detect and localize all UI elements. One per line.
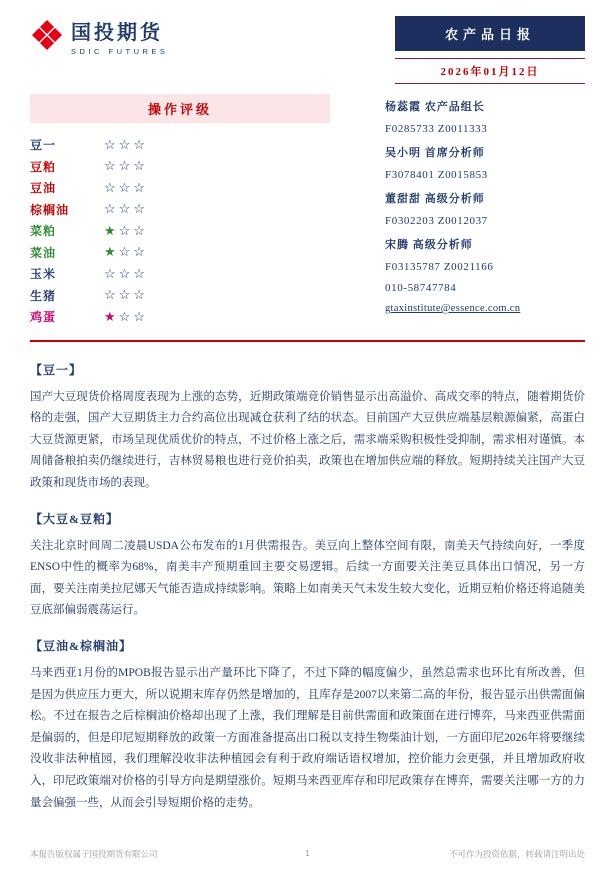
section-douyi xyxy=(30,361,585,495)
analyst-name: 吴小明 首席分析师 xyxy=(385,147,485,159)
star-rating-icon: ☆☆☆ xyxy=(104,158,148,174)
brand-subtitle: SDIC FUTURES xyxy=(71,47,169,56)
analyst-name: 杨蕊霞 农产品组长 xyxy=(385,101,485,113)
contact-phone: 010-58747784 xyxy=(385,282,457,294)
star-rating-icon: ☆☆☆ xyxy=(104,136,148,152)
star-rating-icon: ★☆☆ xyxy=(104,222,148,238)
analyst-id: F3078401 Z0015853 xyxy=(385,169,488,181)
ratings-panel xyxy=(30,94,330,328)
rating-row xyxy=(30,199,330,221)
section-text: 关注北京时间周二凌晨USDA公布发布的1月供需报告。美豆向上整体空间有限，南美天气持续向好，一季度ENSO中性的概率为68%，南美丰产预期重回主要交易逻辑。后续一方面要关注美豆具体出口情况，另一方面，要关注南美拉尼娜天气能否造成持续影响。策略上如南美天气未发生较大变化，近期豆粕价格还将追随美豆底部偏弱震荡运行。 xyxy=(30,539,585,617)
report-title: 农产品日报 xyxy=(395,16,585,51)
commodity-name: 生猪 xyxy=(30,288,57,303)
section-text: 国产大豆现货价格周度表现为上涨的态势，近期政策端竞价销售显示出高溢价、高成交率的特点，随着期货价格的走强，国产大豆期货主力合约高位出现减仓获利了结的状态。目前国产大豆供应端基层粮源偏紧，高蛋白大豆货源更紧，市场呈现优质优价的特点，不过价格上涨之后，需求端采购积极性受抑制，需求相对谨慎。本周储备粮拍卖仍继续进行，吉林贸易粮也进行竞价拍卖，政策也在增加供应端的释放。短期持续关注国产大豆政策和现货市场的表现。 xyxy=(30,390,585,489)
commodity-name: 豆粕 xyxy=(30,159,57,174)
analyst-id: F03135787 Z0021166 xyxy=(385,261,494,273)
brand-text xyxy=(71,16,168,56)
commodity-name: 玉米 xyxy=(30,267,57,282)
footer-disclaimer: 不可作为投资依据，转载请注明出处 xyxy=(448,849,585,859)
section-title: 【大豆&豆粕】 xyxy=(30,511,119,526)
rating-row xyxy=(30,134,330,156)
rating-row xyxy=(30,156,330,178)
commodity-name: 棕榈油 xyxy=(30,202,70,217)
rating-row xyxy=(30,263,330,285)
commodity-name: 豆一 xyxy=(30,138,57,153)
star-rating-icon: ☆☆☆ xyxy=(104,265,148,281)
commodity-name: 鸡蛋 xyxy=(30,310,57,325)
commodity-name: 豆油 xyxy=(30,181,57,196)
report-title-block xyxy=(395,16,585,84)
rating-row xyxy=(30,285,330,307)
rating-row xyxy=(30,242,330,264)
page-footer xyxy=(30,848,585,860)
star-rating-icon: ★☆☆ xyxy=(104,308,148,324)
report-date: 2026年01月12日 xyxy=(395,58,585,84)
commodity-name: 菜油 xyxy=(30,245,57,260)
brand-logo xyxy=(30,16,168,56)
info-columns xyxy=(0,84,615,328)
section-dadou-doupo xyxy=(30,510,585,622)
rating-row xyxy=(30,306,330,328)
sdic-diamond-logo-icon xyxy=(30,19,64,53)
analyst-id: F0302203 Z0012037 xyxy=(385,215,488,227)
section-title: 【豆一】 xyxy=(30,362,83,377)
contact-email-link[interactable]: gtaxinstitute@essence.com.cn xyxy=(385,303,521,314)
commodity-name: 菜粕 xyxy=(30,224,57,239)
section-text: 马来西亚1月份的MPOB报告显示出产量环比下降了，不过下降的幅度偏少，虽然总需求也环比有所改善，但是因为供应压力更大，所以说期末库存仍然是增加的，且库存是2007以来第二高的年份，报告显示出供需面偏松。不过在报告之后棕榈油价格却出现了上涨，我们理解是目前供需面和政策面在进行博弈，马来西亚供需面是偏弱的，但是印尼短期释放的政策一方面准备提高出口税以支持生物柴油计划，一方面印尼2026年将要继续没收非法种植园，我们理解没收非法种植园会有利于政府端话语权增加，控价能力会更强，并且增加政府收入，印尼政策端对价格的引导方向是期望涨价。短期马来西亚库存和印尼政策存在博弈，需要关注哪一方的力量会偏强一些，从而会引导短期价格的走势。 xyxy=(30,666,585,809)
star-rating-icon: ☆☆☆ xyxy=(104,201,148,217)
analyst-name: 董甜甜 高级分析师 xyxy=(385,193,485,205)
star-rating-icon: ☆☆☆ xyxy=(104,287,148,303)
report-body xyxy=(0,342,615,815)
analyst-name: 宋腾 高级分析师 xyxy=(385,239,473,251)
star-rating-icon: ☆☆☆ xyxy=(104,179,148,195)
rating-row xyxy=(30,177,330,199)
footer-copyright: 本报告版权属于国投期货有限公司 xyxy=(30,849,158,859)
section-douyou-zonglvyou xyxy=(30,637,585,814)
section-title: 【豆油&棕榈油】 xyxy=(30,638,132,653)
star-rating-icon: ★☆☆ xyxy=(104,244,148,260)
brand-name: 国投期货 xyxy=(71,22,163,44)
analyst-id: F0285733 Z0011333 xyxy=(385,123,488,135)
ratings-title: 操作评级 xyxy=(30,94,330,123)
report-header xyxy=(0,0,615,84)
analysts-panel xyxy=(385,94,585,328)
page-number: 1 xyxy=(305,848,310,858)
rating-row xyxy=(30,220,330,242)
